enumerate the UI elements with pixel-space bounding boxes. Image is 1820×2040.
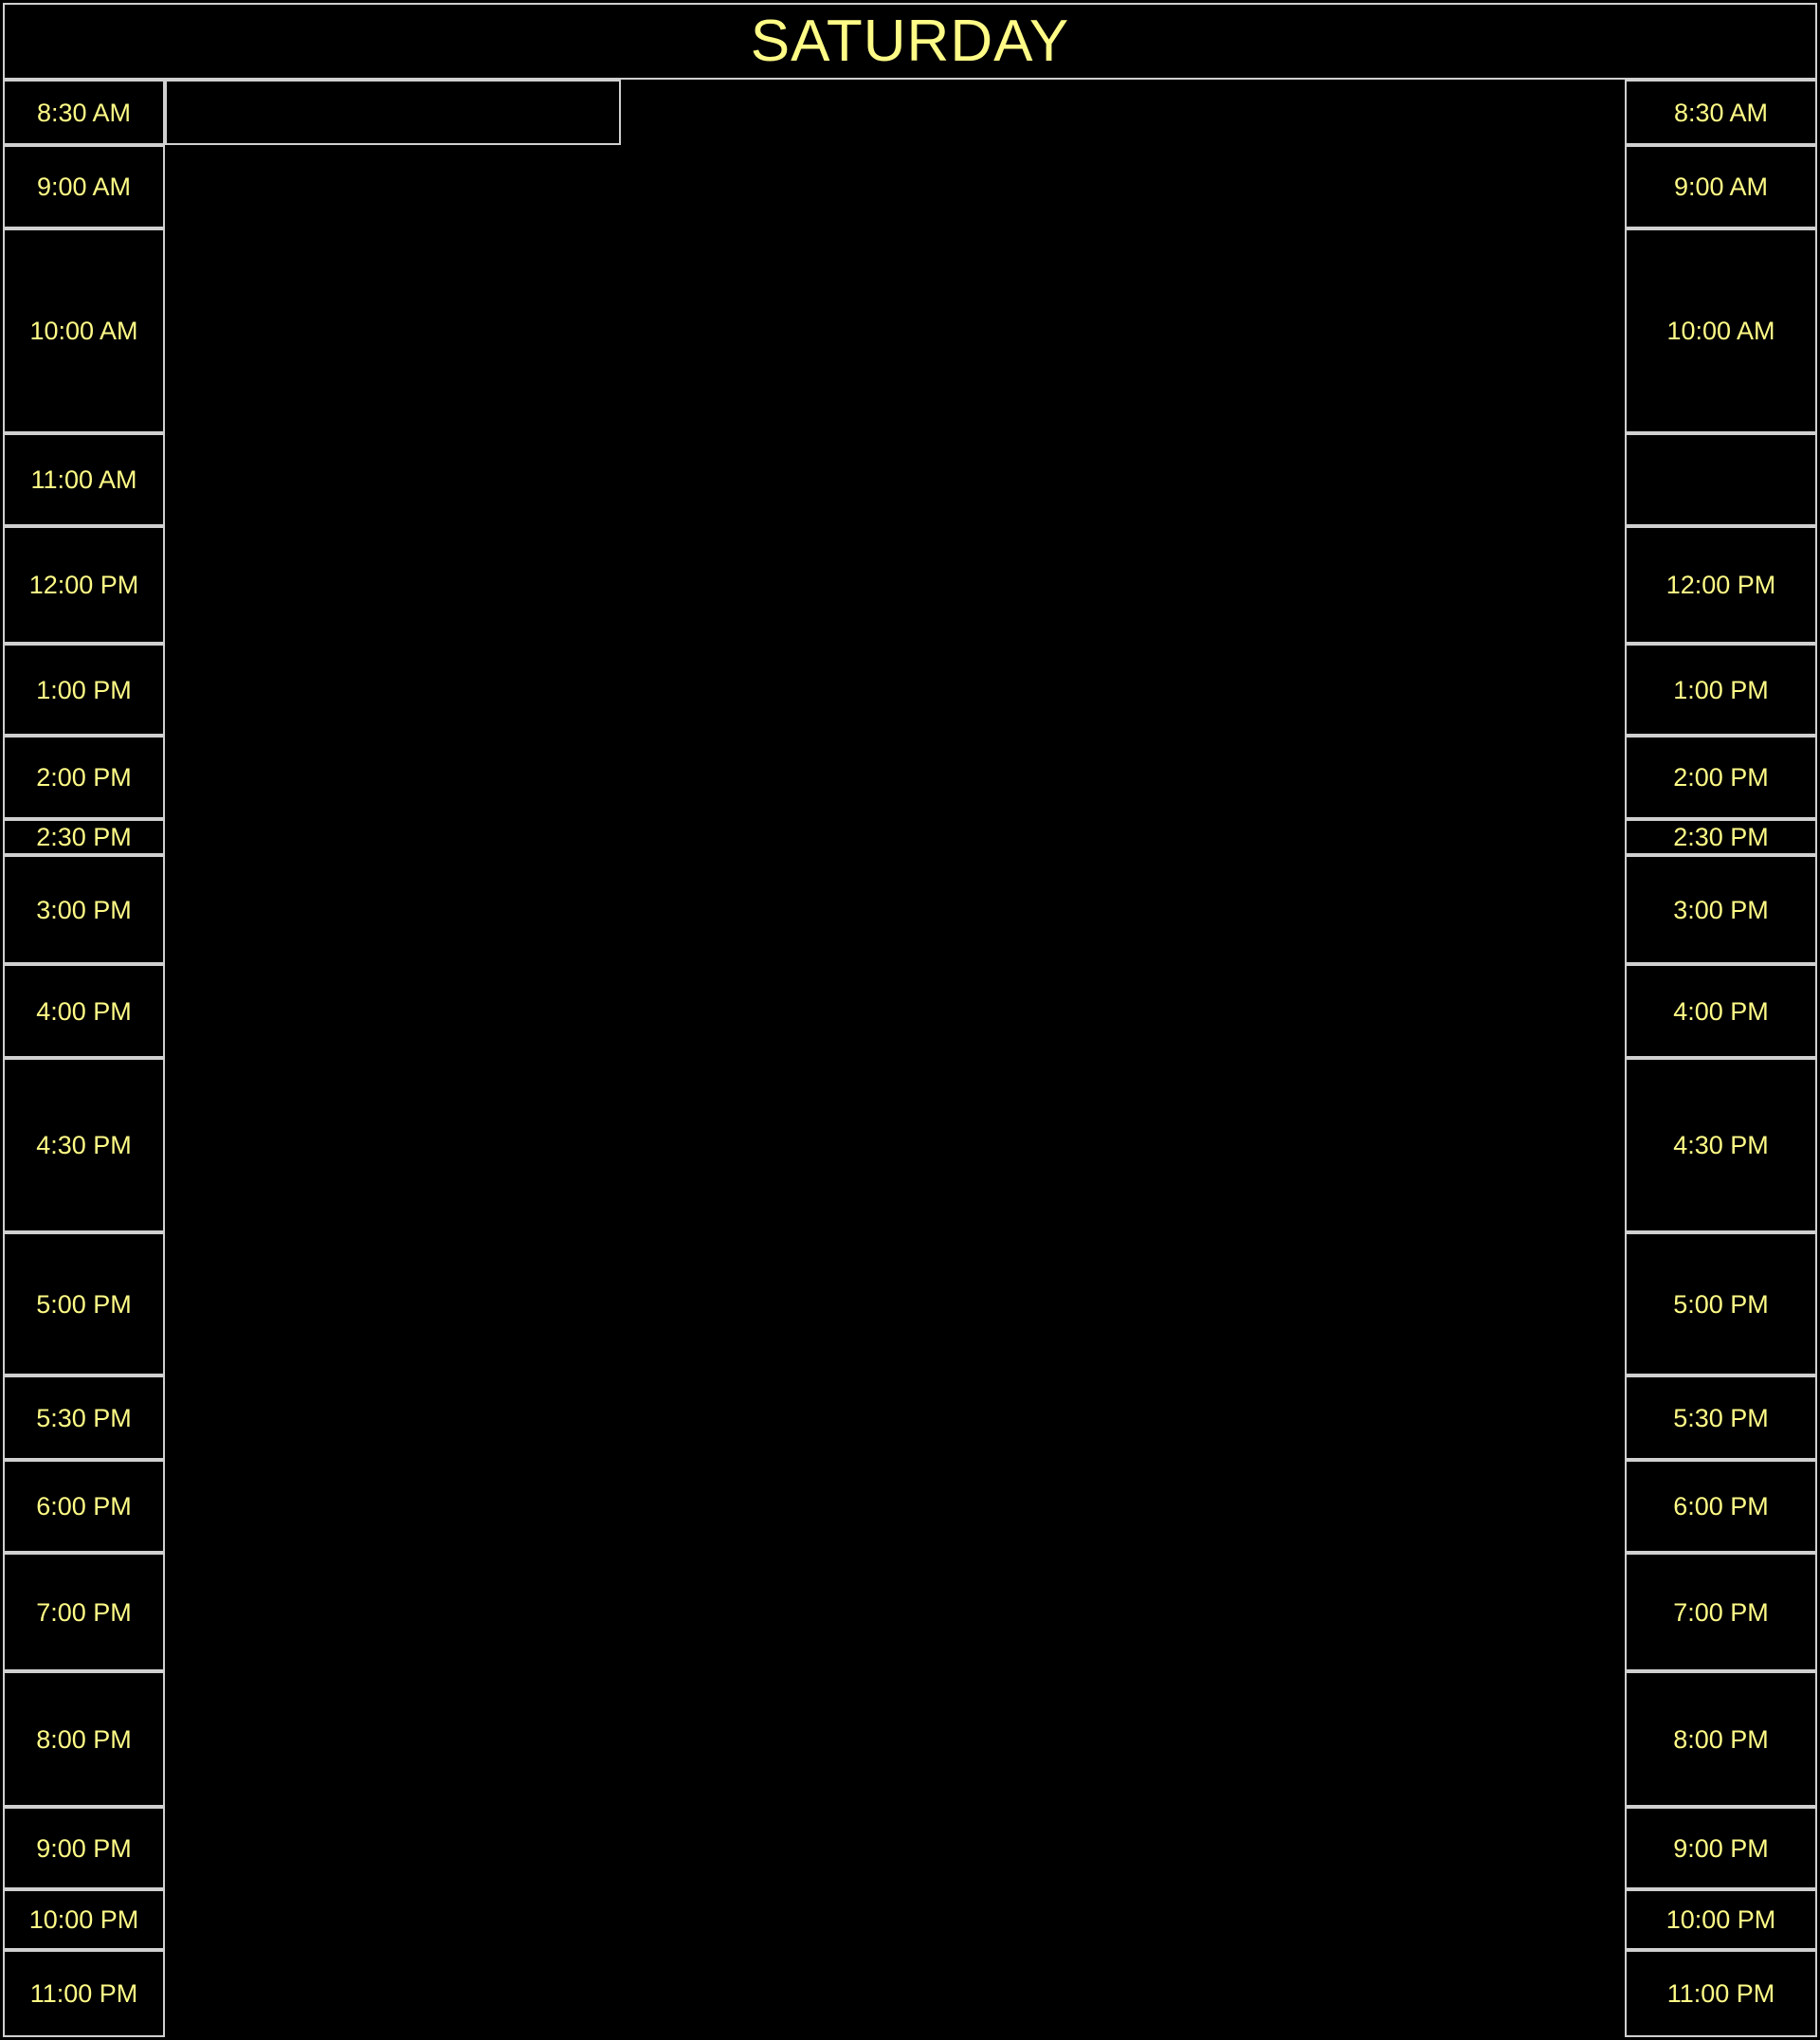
time-label: 9:00 AM [1673,173,1769,201]
time-right-11 [1625,1232,1817,1375]
time-right-4 [1625,526,1817,644]
time-right-10 [1625,1058,1817,1232]
time-label: 3:00 PM [1673,895,1769,924]
time-left-1 [3,145,165,228]
time-left-18 [3,1950,165,2037]
time-right-14 [1625,1553,1817,1671]
time-left-16 [3,1807,165,1889]
time-label: 8:00 PM [1673,1724,1769,1754]
time-label: 11:00 PM [1666,1979,1775,2008]
time-label: 9:00 PM [36,1833,132,1863]
col1-event-0 [165,80,621,145]
time-left-11 [3,1232,165,1375]
time-right-16 [1625,1807,1817,1889]
time-label: 8:00 PM [36,1724,132,1754]
time-label: 3:00 PM [36,895,132,924]
time-label: 5:00 PM [1673,1289,1769,1319]
time-label: 5:30 PM [36,1403,132,1432]
time-right-5 [1625,644,1817,736]
time-right-17 [1625,1889,1817,1950]
time-left-17 [3,1889,165,1950]
time-label: 4:30 PM [36,1131,132,1159]
time-label: 6:00 PM [1673,1492,1769,1521]
time-label: 10:00 AM [1666,317,1775,345]
time-right-15 [1625,1671,1817,1807]
time-label: 4:30 PM [1673,1131,1769,1159]
time-left-4 [3,526,165,644]
time-right-1 [1625,145,1817,228]
time-label: 12:00 PM [28,571,139,599]
time-left-15 [3,1671,165,1807]
time-right-13 [1625,1460,1817,1553]
time-label: 9:00 PM [1673,1833,1769,1863]
time-label: 2:00 PM [36,763,132,792]
time-label: 1:00 PM [36,675,132,704]
time-right-0 [1625,80,1817,145]
time-label: 8:30 AM [1673,98,1769,127]
time-right-7 [1625,819,1817,855]
schedule-title-cell [3,3,1817,80]
time-left-12 [3,1375,165,1460]
time-right-12 [1625,1375,1817,1460]
time-label: 9:00 AM [36,173,132,201]
time-right-6 [1625,736,1817,819]
time-label: 1:00 PM [1673,675,1769,704]
time-label: 4:00 PM [1673,996,1769,1026]
time-label: 8:30 AM [36,98,132,127]
time-left-14 [3,1553,165,1671]
time-right-18 [1625,1950,1817,2037]
time-left-0 [3,80,165,145]
time-right-8 [1625,855,1817,964]
time-label: 2:30 PM [1673,823,1769,851]
time-label: 2:00 PM [1673,763,1769,792]
time-left-7 [3,819,165,855]
time-label: 10:00 AM [29,317,138,345]
time-label: 10:00 PM [28,1905,139,1934]
time-right-3 [1625,433,1817,526]
time-left-13 [3,1460,165,1553]
time-right-2 [1625,228,1817,433]
time-left-6 [3,736,165,819]
time-label: 5:00 PM [36,1289,132,1319]
time-label: 7:00 PM [36,1597,132,1627]
time-left-8 [3,855,165,964]
time-label: 6:00 PM [36,1492,132,1521]
time-label: 11:00 PM [29,1979,138,2008]
time-left-5 [3,644,165,736]
time-label: 5:30 PM [1673,1403,1769,1432]
time-left-10 [3,1058,165,1232]
time-right-9 [1625,964,1817,1058]
time-label: 2:30 PM [36,823,132,851]
schedule-title: SATURDAY [750,8,1070,74]
time-label: 4:00 PM [36,996,132,1026]
time-label: 12:00 PM [1665,571,1776,599]
time-label: 7:00 PM [1673,1597,1769,1627]
time-left-9 [3,964,165,1058]
time-label: 10:00 PM [1665,1905,1776,1934]
time-left-2 [3,228,165,433]
time-label: 11:00 AM [30,465,137,494]
time-left-3 [3,433,165,526]
